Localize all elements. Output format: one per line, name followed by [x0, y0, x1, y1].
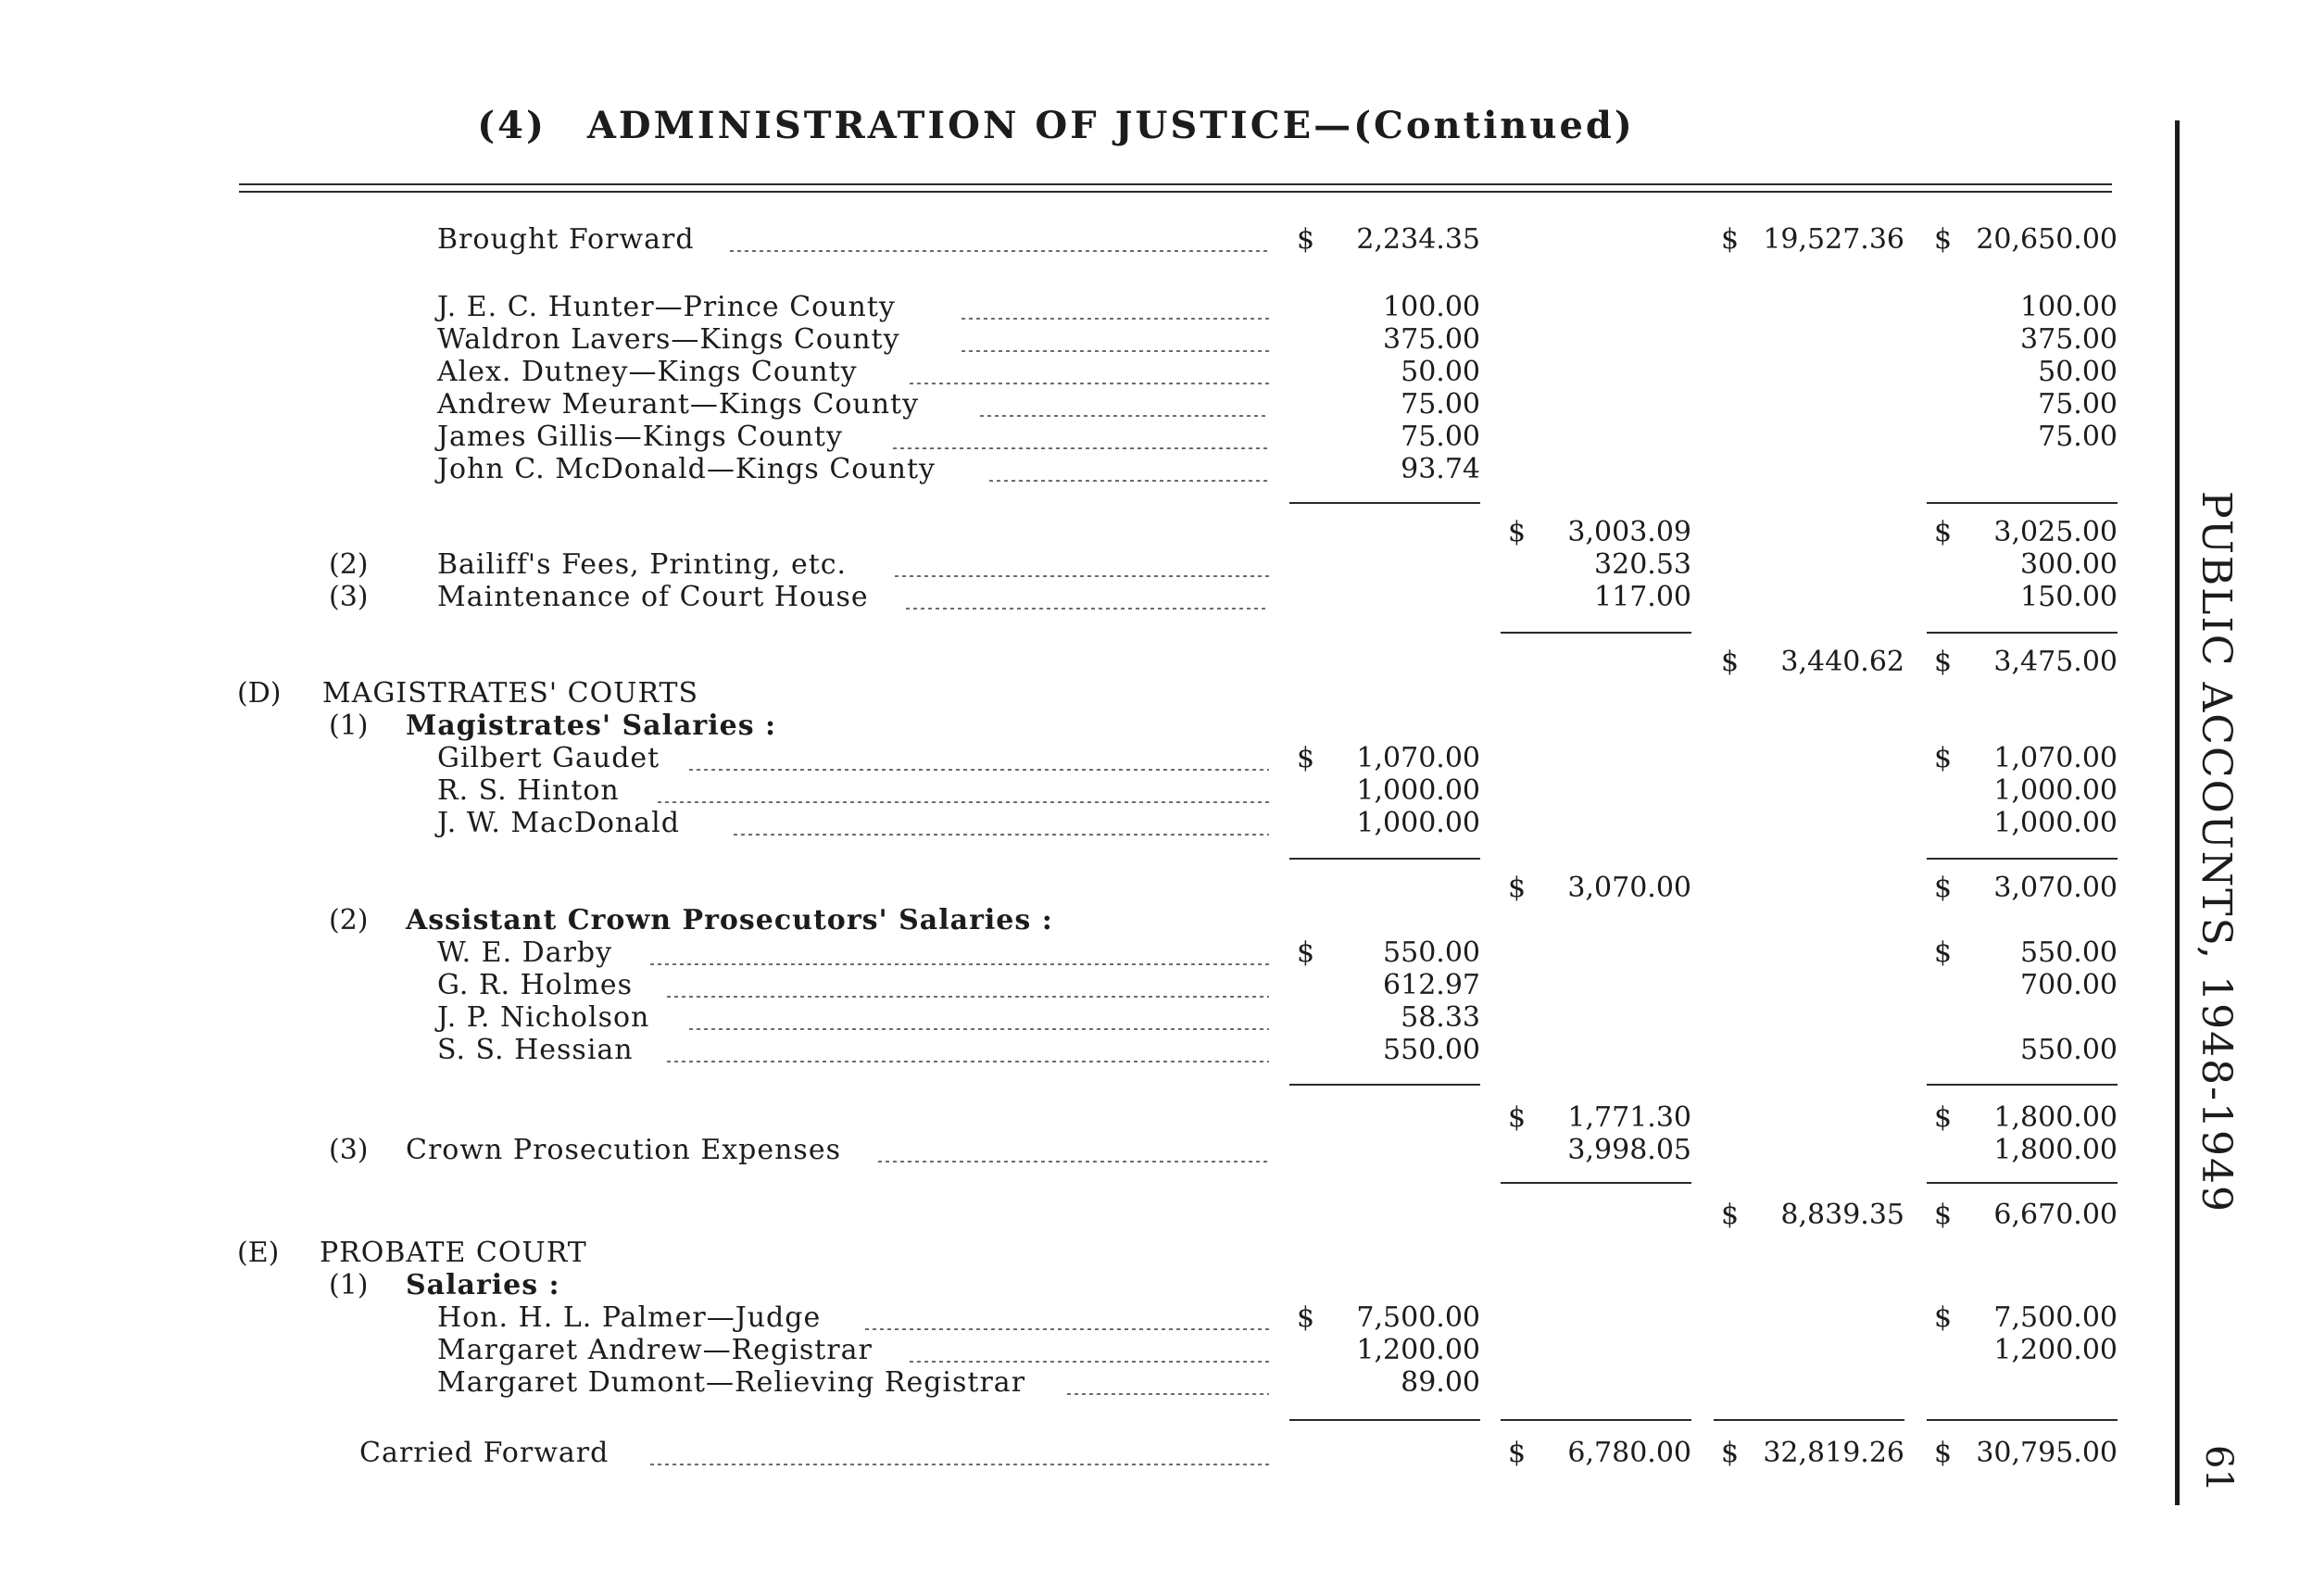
- currency-sign: $: [1934, 936, 1953, 969]
- subsection-title: Assistant Crown Prosecutors' Salaries :: [406, 904, 1053, 936]
- row-label: S. S. Hessian: [437, 1034, 634, 1066]
- carried-forward-row: [0, 1436, 2130, 1471]
- leader-dots: [960, 350, 1269, 352]
- leader-dots: [648, 963, 1269, 965]
- table-row: [0, 806, 2130, 841]
- currency-sign: $: [1934, 223, 1953, 256]
- subsection-heading: [0, 903, 2130, 938]
- subsection-heading: [0, 709, 2130, 744]
- sum-underline: [1289, 1419, 1480, 1421]
- table-row: [0, 968, 2130, 1003]
- amount-col4: 375.00: [2020, 323, 2118, 356]
- sum-underline: [1501, 1182, 1691, 1184]
- subtotal-row: [0, 515, 2130, 550]
- table-row: [0, 1000, 2130, 1036]
- sum-underline: [1927, 632, 2118, 634]
- table-row: [0, 420, 2130, 455]
- amount-col2: 320.53: [1594, 548, 1691, 581]
- total-row: [0, 1198, 2130, 1233]
- amount-col4: 1,800.00: [1993, 1101, 2118, 1134]
- leader-dots: [876, 1161, 1269, 1162]
- section-heading: [0, 676, 2130, 711]
- table-row: [0, 322, 2130, 358]
- amount-col4: 3,475.00: [1993, 646, 2118, 678]
- amount-col2: 1,771.30: [1567, 1101, 1691, 1134]
- item-number: (3): [329, 581, 369, 613]
- section-letter: (E): [237, 1237, 280, 1269]
- leader-dots: [891, 447, 1269, 449]
- amount-col2: 117.00: [1594, 581, 1691, 613]
- leader-dots: [665, 1061, 1269, 1062]
- sum-underline: [1501, 632, 1691, 634]
- table-row: [0, 1333, 2130, 1368]
- currency-sign: $: [1297, 1301, 1315, 1334]
- row-label: W. E. Darby: [437, 936, 613, 969]
- row-label: G. R. Holmes: [437, 969, 634, 1001]
- leader-dots: [687, 769, 1269, 771]
- amount-col4: 75.00: [2038, 388, 2118, 421]
- table-row: [0, 452, 2130, 487]
- row-label: Margaret Andrew—Registrar: [437, 1334, 873, 1366]
- amount-col1: 50.00: [1401, 356, 1480, 388]
- leader-dots: [1065, 1393, 1269, 1395]
- table-row: [0, 387, 2130, 422]
- table-row: [0, 290, 2130, 325]
- currency-sign: $: [1721, 223, 1740, 256]
- amount-col1: 1,000.00: [1356, 774, 1480, 807]
- subsection-title: Salaries :: [406, 1269, 560, 1301]
- amount-col1: 75.00: [1401, 421, 1480, 453]
- amount-col4: 300.00: [2020, 548, 2118, 581]
- amount-col1: 75.00: [1401, 388, 1480, 421]
- amount-col3: 3,440.62: [1780, 646, 1904, 678]
- amount-col4: 1,800.00: [1993, 1134, 2118, 1166]
- sum-underline: [1927, 1419, 2118, 1421]
- item-number: (3): [329, 1134, 369, 1166]
- currency-sign: $: [1934, 1437, 1953, 1469]
- row-label: Maintenance of Court House: [437, 581, 869, 613]
- leader-dots: [904, 608, 1269, 609]
- row-label: Gilbert Gaudet: [437, 742, 660, 774]
- amount-col1: 1,200.00: [1356, 1334, 1480, 1366]
- sum-underline: [1927, 1182, 2118, 1184]
- amount-col4: 20,650.00: [1976, 223, 2118, 256]
- amount-col1: 550.00: [1383, 1034, 1480, 1066]
- currency-sign: $: [1934, 1101, 1953, 1134]
- amount-col4: 150.00: [2020, 581, 2118, 613]
- currency-sign: $: [1721, 1437, 1740, 1469]
- section-letter: (D): [237, 677, 282, 710]
- leader-dots: [987, 480, 1269, 482]
- amount-col2: 3,070.00: [1567, 872, 1691, 904]
- leader-dots: [978, 415, 1269, 417]
- leader-dots: [893, 575, 1269, 577]
- row-label: Waldron Lavers—Kings County: [437, 323, 900, 356]
- amount-col4: 1,200.00: [1993, 1334, 2118, 1366]
- amount-col1: 58.33: [1401, 1001, 1480, 1034]
- table-row: [0, 1301, 2130, 1336]
- currency-sign: $: [1297, 936, 1315, 969]
- amount-col4: 3,070.00: [1993, 872, 2118, 904]
- leader-dots: [656, 801, 1269, 803]
- subtotal-row: [0, 1100, 2130, 1136]
- amount-col4: 100.00: [2020, 291, 2118, 323]
- row-label: John C. McDonald—Kings County: [437, 453, 936, 485]
- amount-col3: 8,839.35: [1780, 1199, 1904, 1231]
- amount-col4: 550.00: [2020, 936, 2118, 969]
- currency-sign: $: [1297, 742, 1315, 774]
- sum-underline: [1927, 1084, 2118, 1086]
- section-title: PROBATE COURT: [320, 1237, 587, 1269]
- currency-sign: $: [1721, 646, 1740, 678]
- amount-col1: 1,000.00: [1356, 807, 1480, 839]
- amount-col4: 550.00: [2020, 1034, 2118, 1066]
- table-row: [0, 936, 2130, 971]
- amount-col1: 612.97: [1383, 969, 1480, 1001]
- leader-dots: [908, 383, 1269, 384]
- header-rule-bottom: [239, 191, 2112, 193]
- row-label: J. W. MacDonald: [437, 807, 680, 839]
- leader-dots: [665, 996, 1269, 998]
- currency-sign: $: [1934, 646, 1953, 678]
- subtotal-row: [0, 871, 2130, 906]
- currency-sign: $: [1934, 872, 1953, 904]
- subsection-title: Magistrates' Salaries :: [406, 710, 777, 742]
- currency-sign: $: [1508, 1437, 1527, 1469]
- leader-dots: [732, 834, 1269, 836]
- leader-dots: [687, 1028, 1269, 1030]
- sum-underline: [1927, 858, 2118, 860]
- currency-sign: $: [1721, 1199, 1740, 1231]
- amount-col4: 50.00: [2038, 356, 2118, 388]
- amount-col4: 30,795.00: [1976, 1437, 2118, 1469]
- row-label: Brought Forward: [437, 223, 695, 256]
- row-label: J. E. C. Hunter—Prince County: [437, 291, 896, 323]
- amount-col4: 1,070.00: [1993, 742, 2118, 774]
- amount-col4: 6,670.00: [1993, 1199, 2118, 1231]
- amount-col4: 75.00: [2038, 421, 2118, 453]
- currency-sign: $: [1297, 223, 1315, 256]
- amount-col4: 1,000.00: [1993, 807, 2118, 839]
- item-number: (2): [329, 904, 369, 936]
- item-number: (1): [329, 710, 369, 742]
- margin-rule: [2175, 120, 2180, 1505]
- row-label: Alex. Dutney—Kings County: [437, 356, 858, 388]
- amount-col1: 375.00: [1383, 323, 1480, 356]
- table-row: [0, 547, 2130, 583]
- sum-underline: [1501, 1419, 1691, 1421]
- row-label: Carried Forward: [359, 1437, 610, 1469]
- amount-col1: 550.00: [1383, 936, 1480, 969]
- row-label: R. S. Hinton: [437, 774, 620, 807]
- currency-sign: $: [1934, 516, 1953, 548]
- amount-col2: 3,003.09: [1567, 516, 1691, 548]
- row-label: Hon. H. L. Palmer—Judge: [437, 1301, 822, 1334]
- leader-dots: [728, 250, 1269, 252]
- sum-underline: [1289, 502, 1480, 504]
- amount-col1: 100.00: [1383, 291, 1480, 323]
- row-label: Andrew Meurant—Kings County: [437, 388, 920, 421]
- currency-sign: $: [1934, 742, 1953, 774]
- table-row: [0, 580, 2130, 615]
- header-title: ADMINISTRATION OF JUSTICE—(Continued): [586, 104, 1635, 147]
- leader-dots: [908, 1361, 1269, 1363]
- table-row: [0, 1365, 2130, 1401]
- table-row: [0, 773, 2130, 809]
- currency-sign: $: [1934, 1301, 1953, 1334]
- header-section-number: (4): [477, 104, 547, 147]
- leader-dots: [960, 318, 1269, 320]
- table-row: [0, 1133, 2130, 1168]
- sum-underline: [1927, 502, 2118, 504]
- currency-sign: $: [1934, 1199, 1953, 1231]
- section-heading: [0, 1236, 2130, 1271]
- leader-dots: [648, 1464, 1269, 1465]
- amount-col3: 32,819.26: [1763, 1437, 1904, 1469]
- amount-col2: 3,998.05: [1567, 1134, 1691, 1166]
- amount-col1: 1,070.00: [1356, 742, 1480, 774]
- subsection-heading: [0, 1268, 2130, 1303]
- leader-dots: [863, 1328, 1269, 1330]
- table-row: [0, 355, 2130, 390]
- total-row: [0, 645, 2130, 680]
- amount-col4: 3,025.00: [1993, 516, 2118, 548]
- item-number: (1): [329, 1269, 369, 1301]
- brought-forward-row: [0, 222, 2130, 258]
- header-rule-top: [239, 183, 2112, 185]
- row-label: Margaret Dumont—Relieving Registrar: [437, 1366, 1026, 1399]
- amount-col1: 2,234.35: [1356, 223, 1480, 256]
- currency-sign: $: [1508, 516, 1527, 548]
- amount-col1: 7,500.00: [1356, 1301, 1480, 1334]
- row-label: Bailiff's Fees, Printing, etc.: [437, 548, 848, 581]
- sidebar-title: PUBLIC ACCOUNTS, 1948-1949: [2193, 491, 2240, 1213]
- item-number: (2): [329, 548, 369, 581]
- sum-underline: [1714, 1419, 1904, 1421]
- page-number: 61: [2197, 1445, 2240, 1492]
- currency-sign: $: [1508, 872, 1527, 904]
- amount-col4: 1,000.00: [1993, 774, 2118, 807]
- amount-col1: 89.00: [1401, 1366, 1480, 1399]
- row-label: J. P. Nicholson: [437, 1001, 650, 1034]
- page-header: [0, 104, 2112, 147]
- sum-underline: [1289, 1084, 1480, 1086]
- amount-col2: 6,780.00: [1567, 1437, 1691, 1469]
- amount-col4: 700.00: [2020, 969, 2118, 1001]
- row-label: James Gillis—Kings County: [437, 421, 843, 453]
- amount-col4: 7,500.00: [1993, 1301, 2118, 1334]
- table-row: [0, 741, 2130, 776]
- amount-col3: 19,527.36: [1763, 223, 1904, 256]
- currency-sign: $: [1508, 1101, 1527, 1134]
- sum-underline: [1289, 858, 1480, 860]
- table-row: [0, 1033, 2130, 1068]
- row-label: Crown Prosecution Expenses: [406, 1134, 841, 1166]
- amount-col1: 93.74: [1401, 453, 1480, 485]
- section-title: MAGISTRATES' COURTS: [322, 677, 699, 710]
